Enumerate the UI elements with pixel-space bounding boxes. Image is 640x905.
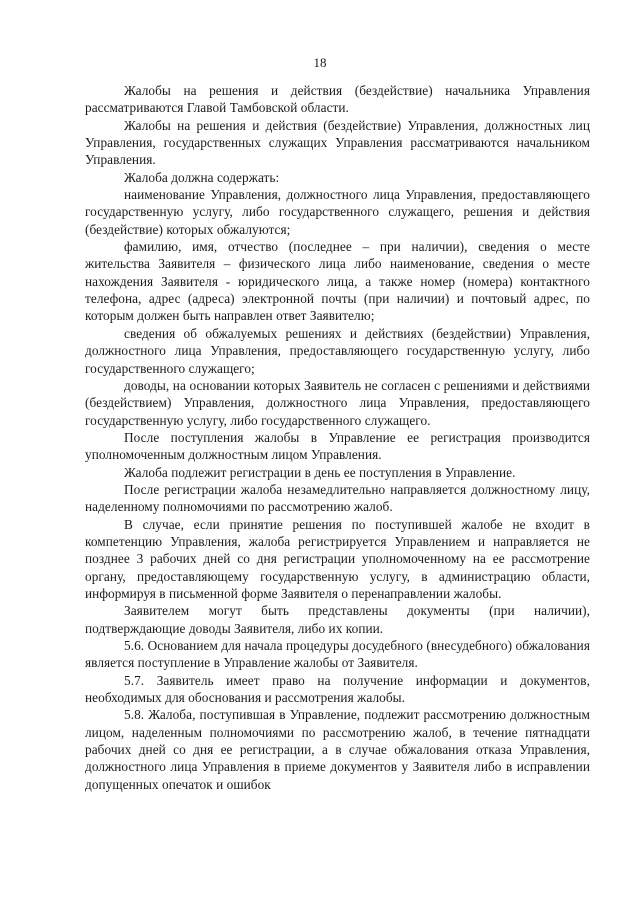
body-text — [85, 82, 590, 793]
page-number: 18 — [313, 55, 327, 70]
paragraph-5-8: 5.8. Жалоба, поступившая в Управление, подлежит рассмотрению должностным лицом, наделенным полномочиями по рассмотрению жалоб, в течение пятнадцати рабочих дней со дня ее регистрации, а в случае обжалования отказа Управления, должностного лица Управления в приеме документов у Заявителя либо в исправлении допущенных опечаток и ошибок — [85, 707, 590, 792]
paragraph-complaints-management: Жалобы на решения и действия (бездействие) Управления, должностных лиц Управления, государственных служащих Управления рассматриваются начальником Управления. — [85, 117, 590, 168]
paragraph-registration-day: Жалоба подлежит регистрации в день ее поступления в Управление. — [124, 464, 516, 480]
paragraph-item-applicant: фамилию, имя, отчество (последнее – при наличии), сведения о месте жительства Заявителя – физического лица либо наименование, сведения о месте нахождения Заявителя - юридического лица, а также номер (номера) контактного телефона, адрес (адреса) электронной почты (при наличии) и почтовый адрес, по которым должен быть направлен ответ Заявителю; — [85, 239, 590, 324]
paragraph-item-name: наименование Управления, должностного лица Управления, предоставляющего государственную услугу, либо государственного служащего, решения и действия (бездействие) которых обжалуются; — [85, 187, 590, 237]
paragraph-after-registration: После регистрации жалоба незамедлительно направляется должностному лицу, наделенному полномочиями по рассмотрению жалоб. — [85, 481, 590, 515]
paragraph-complaints-head: Жалобы на решения и действия (бездействие) начальника Управления рассматриваются Главой Тамбовской области. — [85, 83, 590, 116]
paragraph-item-arguments: доводы, на основании которых Заявитель не согласен с решениями и действиями (бездействием) Управления, должностного лица Управления, предоставляющего государственную услугу, либо государственного служащего. — [85, 377, 590, 428]
paragraph-5-6: 5.6. Основанием для начала процедуры досудебного (внесудебного) обжалования является поступление в Управление жалобы от Заявителя. — [85, 638, 590, 671]
paragraph-item-decisions: сведения об обжалуемых решениях и действиях (бездействии) Управления, должностного лица Управления, предоставляющего государственную услугу, либо государственного служащего; — [85, 325, 590, 376]
paragraph-complaint-contents: Жалоба должна содержать: — [124, 169, 280, 185]
paragraph-redirect: В случае, если принятие решения по поступившей жалобе не входит в компетенцию Управления, жалоба регистрируется Управлением и направляется не позднее 3 рабочих дней со дня регистрации уполномоченному на ее рассмотрение органу, предоставляющему государственную услугу, в администрацию области, информируя в письменной форме Заявителя о перенаправлении жалобы. — [85, 516, 590, 601]
paragraph-documents: Заявителем могут быть представлены документы (при наличии), подтверждающие доводы Заявителя, либо их копии. — [85, 603, 590, 636]
paragraph-5-7: 5.7. Заявитель имеет право на получение информации и документов, необходимых для обоснования и рассмотрения жалобы. — [85, 672, 590, 706]
paragraph-registration: После поступления жалобы в Управление ее регистрация производится уполномоченным должностным лицом Управления. — [85, 429, 590, 463]
